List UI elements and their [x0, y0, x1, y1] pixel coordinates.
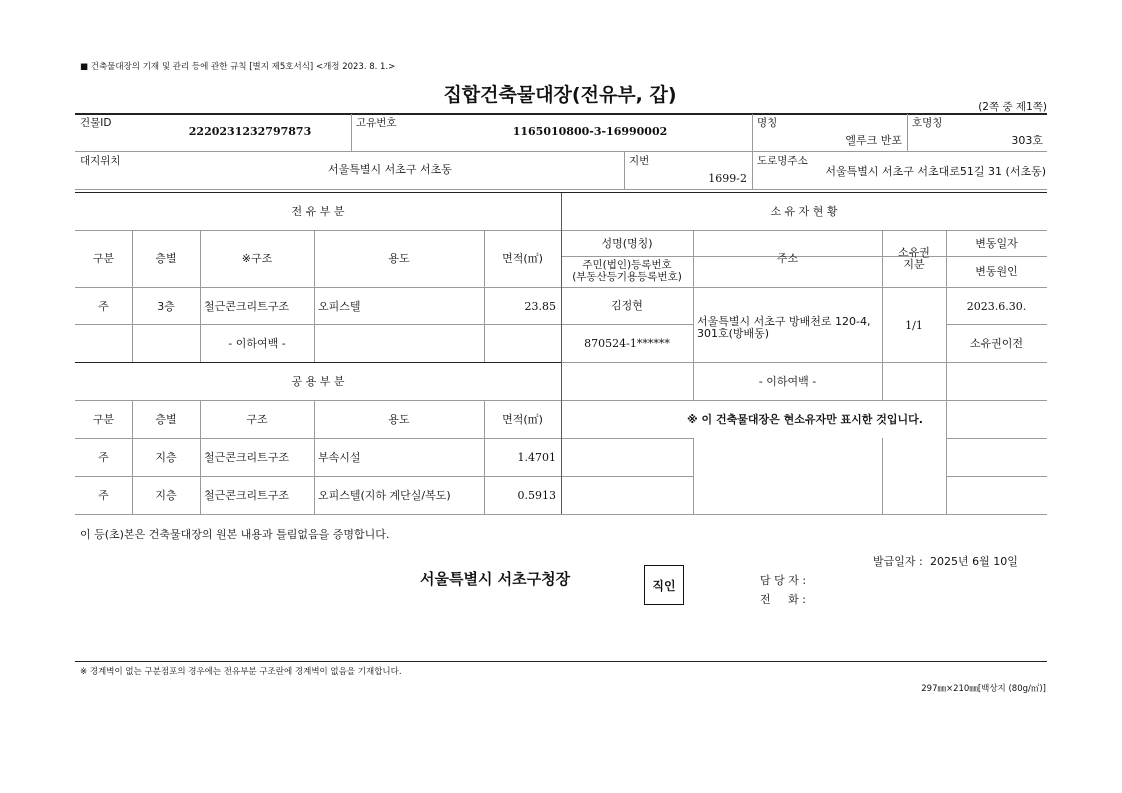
- owner-header-reg-no-2: (부동산등기용등록번호): [572, 271, 682, 283]
- footer-rule: [75, 661, 1047, 662]
- owner-header-change-date: 변동일자: [975, 237, 1018, 250]
- unit-name: 303호: [1011, 134, 1043, 147]
- exclusive-row-type: 주: [98, 300, 109, 313]
- common-row-2-area: 0.5913: [517, 489, 556, 502]
- common-section-title: 공 용 부 분: [291, 375, 345, 388]
- owner-name: 김정현: [611, 299, 643, 312]
- exclusive-header-use: 용도: [388, 252, 410, 265]
- exclusive-header-structure: ※구조: [241, 252, 273, 265]
- common-header-type: 구분: [92, 413, 115, 426]
- paper-spec: 297㎜×210㎜[백상지 (80g/㎡)]: [921, 684, 1046, 694]
- owner-section-title: 소 유 자 현 황: [770, 205, 838, 218]
- lot-number: 1699-2: [708, 172, 747, 185]
- issue-date-label: 발급일자 :: [873, 555, 923, 568]
- common-row-2-type: 주: [98, 489, 109, 502]
- unique-no: 1165010800-3-16990002: [512, 125, 668, 138]
- info-bottom-rule-1: [75, 189, 1047, 190]
- lot-label: 지번: [629, 155, 650, 167]
- building-name: 엘루크 반포: [845, 134, 902, 147]
- common-row-1-type: 주: [98, 451, 109, 464]
- owner-header-name: 성명(명칭): [601, 237, 653, 250]
- owner-change-reason: 소유권이전: [969, 337, 1024, 350]
- exclusive-row-floor: 3층: [157, 300, 175, 313]
- regulation-note: ■ 건축물대장의 기재 및 관리 등에 관한 규칙 [별지 제5호서식] <개정 2023. 8. 1.>: [80, 62, 396, 72]
- exclusive-row-structure: 철근콘크리트구조: [204, 300, 290, 313]
- common-row-2-floor: 지층: [155, 489, 177, 502]
- certification-text: 이 등(초)본은 건축물대장의 원본 내용과 틀림없음을 증명합니다.: [80, 528, 390, 541]
- name-label: 명칭: [757, 117, 778, 129]
- owner-header-share: 소유권: [898, 246, 930, 259]
- common-header-area: 면적(㎡): [502, 413, 543, 426]
- exclusive-header-type: 구분: [92, 252, 115, 265]
- common-row-1-floor: 지층: [155, 451, 177, 464]
- exclusive-header-area: 면적(㎡): [502, 252, 543, 265]
- issuer-name: 서울특별시 서초구청장: [420, 570, 571, 588]
- road-address-label: 도로명주소: [757, 155, 808, 167]
- officer-label: 담 당 자 :: [760, 574, 807, 587]
- owner-header-reg-no: 주민(법인)등록번호: [582, 259, 672, 271]
- unique-no-label: 고유번호: [356, 117, 397, 129]
- common-header-floor: 층별: [155, 413, 177, 426]
- exclusive-row-area: 23.85: [524, 300, 556, 313]
- page-info: (2쪽 중 제1쪽): [978, 101, 1047, 113]
- common-row-1-area: 1.4701: [517, 451, 556, 464]
- issue-date: 2025년 6월 10일: [930, 555, 1018, 568]
- building-id-label: 건물ID: [80, 117, 112, 129]
- owner-share: 1/1: [905, 319, 923, 332]
- building-id: 2220231232797873: [188, 125, 312, 138]
- owner-header-change-reason: 변동원인: [975, 265, 1018, 278]
- owner-change-date: 2023.6.30.: [966, 300, 1027, 313]
- document-title: 집합건축물대장(전유부, 갑): [443, 84, 677, 106]
- owner-header-address: 주소: [776, 252, 799, 265]
- owner-address-line-1: 서울특별시 서초구 방배천로 120-4,: [697, 315, 871, 328]
- site-location: 서울특별시 서초구 서초동: [328, 163, 452, 176]
- exclusive-blank-note: - 이하여백 -: [228, 337, 286, 350]
- common-header-use: 용도: [388, 413, 410, 426]
- exclusive-row-use: 오피스텔: [318, 300, 361, 313]
- unit-name-label: 호명칭: [912, 117, 943, 129]
- common-row-1-structure: 철근콘크리트구조: [204, 451, 290, 464]
- bottom-note: ※ 경계벽이 없는 구분점포의 경우에는 전유부분 구조란에 경계벽이 없음을 기재합니다.: [80, 667, 402, 677]
- owner-note: ※ 이 건축물대장은 현소유자만 표시한 것입니다.: [687, 413, 923, 426]
- top-rule: [75, 113, 1047, 115]
- official-seal-box: [644, 565, 684, 605]
- owner-reg-no: 870524-1******: [584, 337, 670, 350]
- owner-header-share-2: 지분: [903, 258, 925, 271]
- info-divider: [75, 151, 1047, 152]
- site-label: 대지위치: [80, 155, 121, 167]
- exclusive-header-floor: 층별: [155, 252, 177, 265]
- owner-blank-note: - 이하여백 -: [758, 375, 817, 388]
- common-row-2-structure: 철근콘크리트구조: [204, 489, 290, 502]
- common-row-2-use: 오피스텔(지하 계단실/복도): [318, 489, 451, 502]
- common-header-structure: 구조: [246, 413, 268, 426]
- exclusive-section-title: 전 유 부 분: [291, 205, 345, 218]
- phone-label: 전 화 :: [760, 593, 806, 606]
- owner-address-line-2: 301호(방배동): [697, 327, 770, 340]
- common-row-1-use: 부속시설: [318, 451, 361, 464]
- official-seal-label: 직인: [652, 578, 676, 593]
- road-address: 서울특별시 서초구 서초대로51길 31 (서초동): [825, 165, 1046, 178]
